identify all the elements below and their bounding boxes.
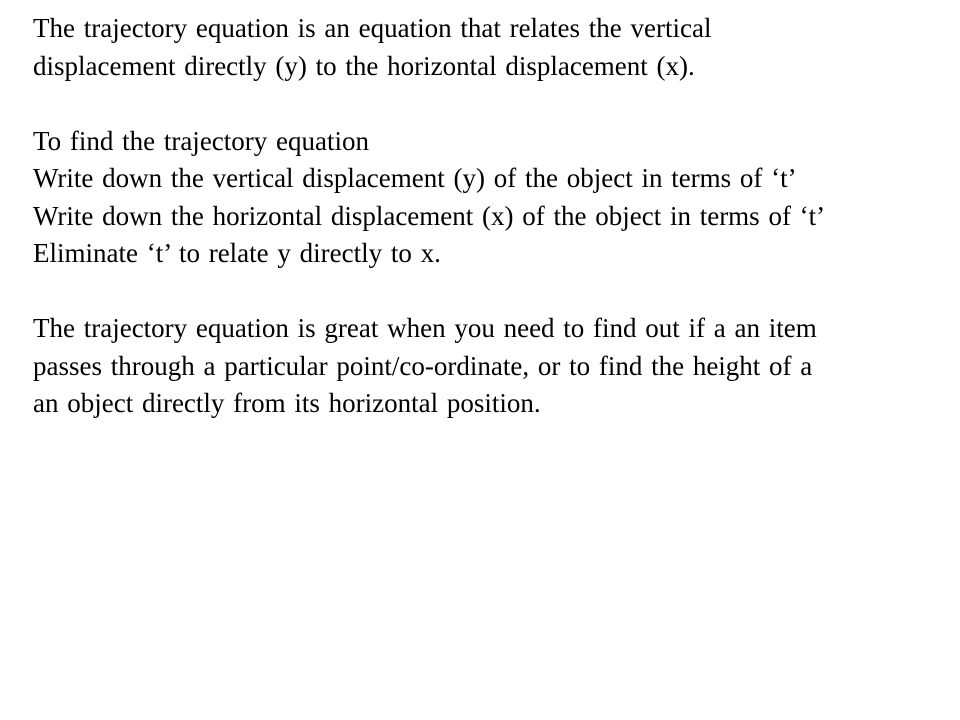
text-body <box>33 10 953 423</box>
text-line: The trajectory equation is an equation that relates the vertical <box>33 13 712 43</box>
text-line: displacement directly (y) to the horizontal displacement (x). <box>33 50 695 81</box>
paragraph-gap <box>33 273 953 311</box>
paragraph-steps <box>33 123 953 273</box>
text-line: an object directly from its horizontal position. <box>33 388 541 418</box>
paragraph-usage <box>33 310 953 423</box>
text-line: To find the trajectory equation <box>33 125 369 156</box>
paragraph-definition <box>33 10 953 85</box>
text-line: Write down the vertical displacement (y) of the object in terms of ‘t’ <box>33 163 797 193</box>
text-line: Eliminate ‘t’ to relate y directly to x. <box>33 238 441 268</box>
text-line: The trajectory equation is great when you need to find out if a an item <box>33 313 817 343</box>
text-line: passes through a particular point/co-ordinate, or to find the height of a <box>33 350 813 381</box>
paragraph-gap <box>33 85 953 123</box>
text-line: Write down the horizontal displacement (x) of the object in terms of ‘t’ <box>33 200 826 231</box>
